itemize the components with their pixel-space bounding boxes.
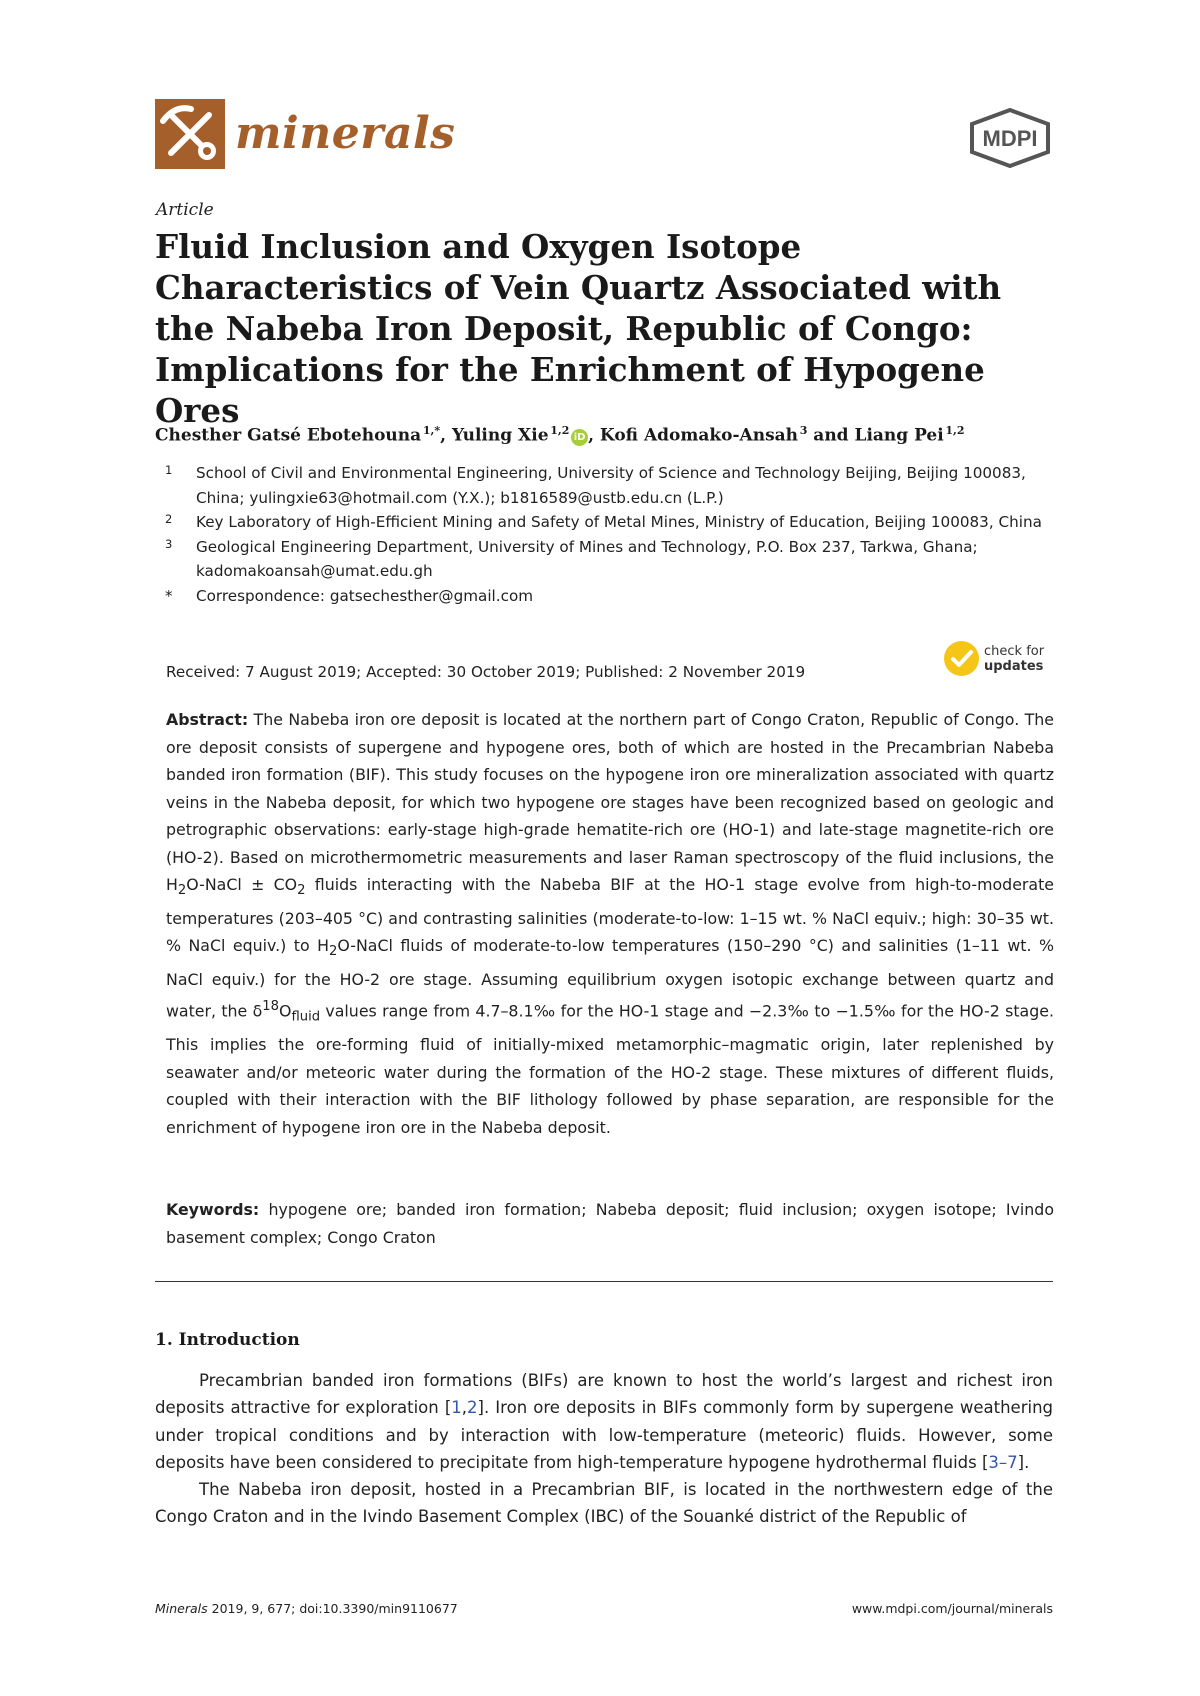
author-name[interactable]: Yuling Xie	[451, 425, 549, 446]
paragraph-text: ,	[461, 1398, 468, 1418]
orcid-icon[interactable]: iD	[571, 429, 588, 446]
paragraph	[155, 1367, 1053, 1476]
introduction-body	[155, 1367, 1053, 1531]
author-list	[155, 424, 965, 446]
affiliation-item	[165, 535, 1065, 584]
superscript: 18	[262, 999, 279, 1015]
affiliation-text: School of Civil and Environmental Engineering, University of Science and Technology Beijing, Beijing 100083, China; yulingxie63@hotmail.com (Y.X.); b1816589@ustb.edu.cn (L.P.)	[196, 464, 1026, 507]
keywords-text: hypogene ore; banded iron formation; Nabeba deposit; fluid inclusion; oxygen isotope; Ivindo basement complex; Congo Craton	[166, 1200, 1054, 1247]
author-affiliation-marker: 3	[799, 424, 808, 437]
publisher-logo-text: MDPI	[982, 126, 1038, 151]
footer-journal: Minerals	[155, 1601, 208, 1616]
abstract-text: fluids interacting with the Nabeba BIF at the HO-1 stage evolve from high-to-moderate temperatures (203–405 °C) and contrasting salinities (moderate-to-low: 1–15 wt. % NaCl equiv.; high: 30–35 wt. % NaCl equiv.) to H	[166, 875, 1055, 956]
publication-dates: Received: 7 August 2019; Accepted: 30 October 2019; Published: 2 November 2019	[166, 663, 806, 681]
abstract-label: Abstract:	[166, 710, 249, 729]
abstract-text: O-NaCl fluids of moderate-to-low temperatures (150–290 °C) and salinities (1–11 wt. % NaCl equiv.) for the HO-2 ore stage. Assuming equilibrium oxygen isotopic exchange between quartz and water, the δ	[166, 936, 1055, 1021]
check-for-updates-badge[interactable]	[944, 641, 1044, 676]
abstract	[166, 706, 1054, 1141]
author-separator: ,	[588, 425, 600, 446]
affiliation-marker: 3	[165, 536, 173, 551]
paper-title: Fluid Inclusion and Oxygen Isotope Characteristics of Vein Quartz Associated with the Nabeba Iron Deposit, Republic of Congo: Implications for the Enrichment of Hypogene Ores	[155, 227, 1002, 430]
footer-url[interactable]: www.mdpi.com/journal/minerals	[851, 1601, 1053, 1616]
journal-logo[interactable]	[155, 99, 455, 169]
paragraph-text: ].	[1017, 1452, 1030, 1472]
keywords	[166, 1196, 1054, 1251]
publisher-logo[interactable]	[968, 108, 1052, 172]
affiliation-item	[165, 584, 1065, 609]
section-heading-introduction: 1. Introduction	[155, 1330, 300, 1350]
author-separator: and	[807, 425, 855, 446]
abstract-text: O	[279, 1001, 292, 1021]
keywords-label: Keywords:	[166, 1200, 260, 1219]
affiliation-text: Key Laboratory of High-Efficient Mining and Safety of Metal Mines, Ministry of Education, Beijing 100083, China	[196, 513, 1042, 531]
author-affiliation-marker: 1,2	[550, 424, 570, 437]
journal-name: minerals	[235, 108, 456, 159]
correspondence-text: Correspondence: gatsechesther@gmail.com	[196, 586, 534, 605]
footer-citation-text: 2019, 9, 677; doi:10.3390/min9110677	[207, 1601, 458, 1616]
citation-link[interactable]: 3–7	[988, 1452, 1018, 1472]
affiliation-marker: 2	[165, 512, 173, 526]
article-type: Article	[156, 200, 214, 220]
author-name[interactable]: Liang Pei	[854, 425, 944, 446]
author-separator: ,	[440, 425, 452, 446]
paragraph-text: ]. Iron ore deposits in BIFs commonly form by supergene weathering under tropical conditions and by interaction with low-temperature (meteoric) fluids. However, some deposits have been considered to precipitate from high-temperature hypogene hydrothermal fluids [	[155, 1398, 1054, 1472]
author-name[interactable]: Chesther Gatsé Ebotehouna	[155, 425, 422, 446]
abstract-text: The Nabeba iron ore deposit is located at the northern part of Congo Craton, Republic of Congo. The ore deposit consists of supergene and hypogene ores, both of which are hosted in the Precambrian Nabeba banded iron formation (BIF). This study focuses on the hypogene iron ore mineralization associated with quartz veins in the Nabeba deposit, for which two hypogene ore stages have been recognized based on geologic and petrographic observations: early-stage high-grade hematite-rich ore (HO-1) and late-stage magnetite-rich ore (HO-2). Based on microthermometric measurements and laser Raman spectroscopy of the fluid inclusions, the H	[166, 710, 1054, 894]
affiliation-text: Geological Engineering Department, University of Mines and Technology, P.O. Box 237, Tarkwa, Ghana; kadomakoansah@umat.edu.gh	[196, 537, 978, 580]
citation-link[interactable]: 1	[451, 1398, 462, 1418]
pickaxe-icon	[155, 99, 225, 169]
affiliation-marker: 1	[165, 463, 173, 477]
subscript: 2	[329, 944, 338, 960]
subscript: 2	[177, 883, 187, 899]
check-updates-line1: check for	[984, 643, 1045, 659]
affiliation-item	[165, 461, 1065, 510]
abstract-text: O-NaCl ± CO	[186, 875, 298, 894]
check-updates-line2: updates	[984, 658, 1044, 674]
section-divider	[155, 1281, 1053, 1282]
author-affiliation-marker: 1,*	[422, 424, 441, 437]
author-name[interactable]: Kofi Adomako-Ansah	[599, 425, 799, 446]
paragraph-text: Precambrian banded iron formations (BIFs) are known to host the world’s largest and richest iron deposits attractive for exploration [	[155, 1371, 1053, 1418]
affiliation-item	[165, 510, 1065, 535]
paragraph: The Nabeba iron deposit, hosted in a Precambrian BIF, is located in the northwestern edge of the Congo Craton and in the Ivindo Basement Complex (IBC) of the Souanké district of the Republic of	[155, 1480, 1053, 1527]
citation-link[interactable]: 2	[467, 1398, 478, 1418]
author-affiliation-marker: 1,2	[945, 424, 965, 437]
check-icon	[944, 641, 979, 676]
subscript: fluid	[291, 1009, 321, 1025]
abstract-text: values range from 4.7–8.1‰ for the HO-1 stage and −2.3‰ to −1.5‰ for the HO-2 stage. This implies the ore-forming fluid of initially-mixed metamorphic–magmatic origin, later replenished by seawater and/or meteoric water during the formation of the HO-2 stage. These mixtures of different fluids, coupled with their interaction with the BIF lithology followed by phase separation, are responsible for the enrichment of hypogene iron ore in the Nabeba deposit.	[166, 1001, 1054, 1137]
subscript: 2	[297, 883, 306, 899]
affiliation-list	[165, 461, 1065, 608]
footer-citation	[155, 1601, 458, 1616]
affiliation-marker: *	[165, 586, 173, 605]
